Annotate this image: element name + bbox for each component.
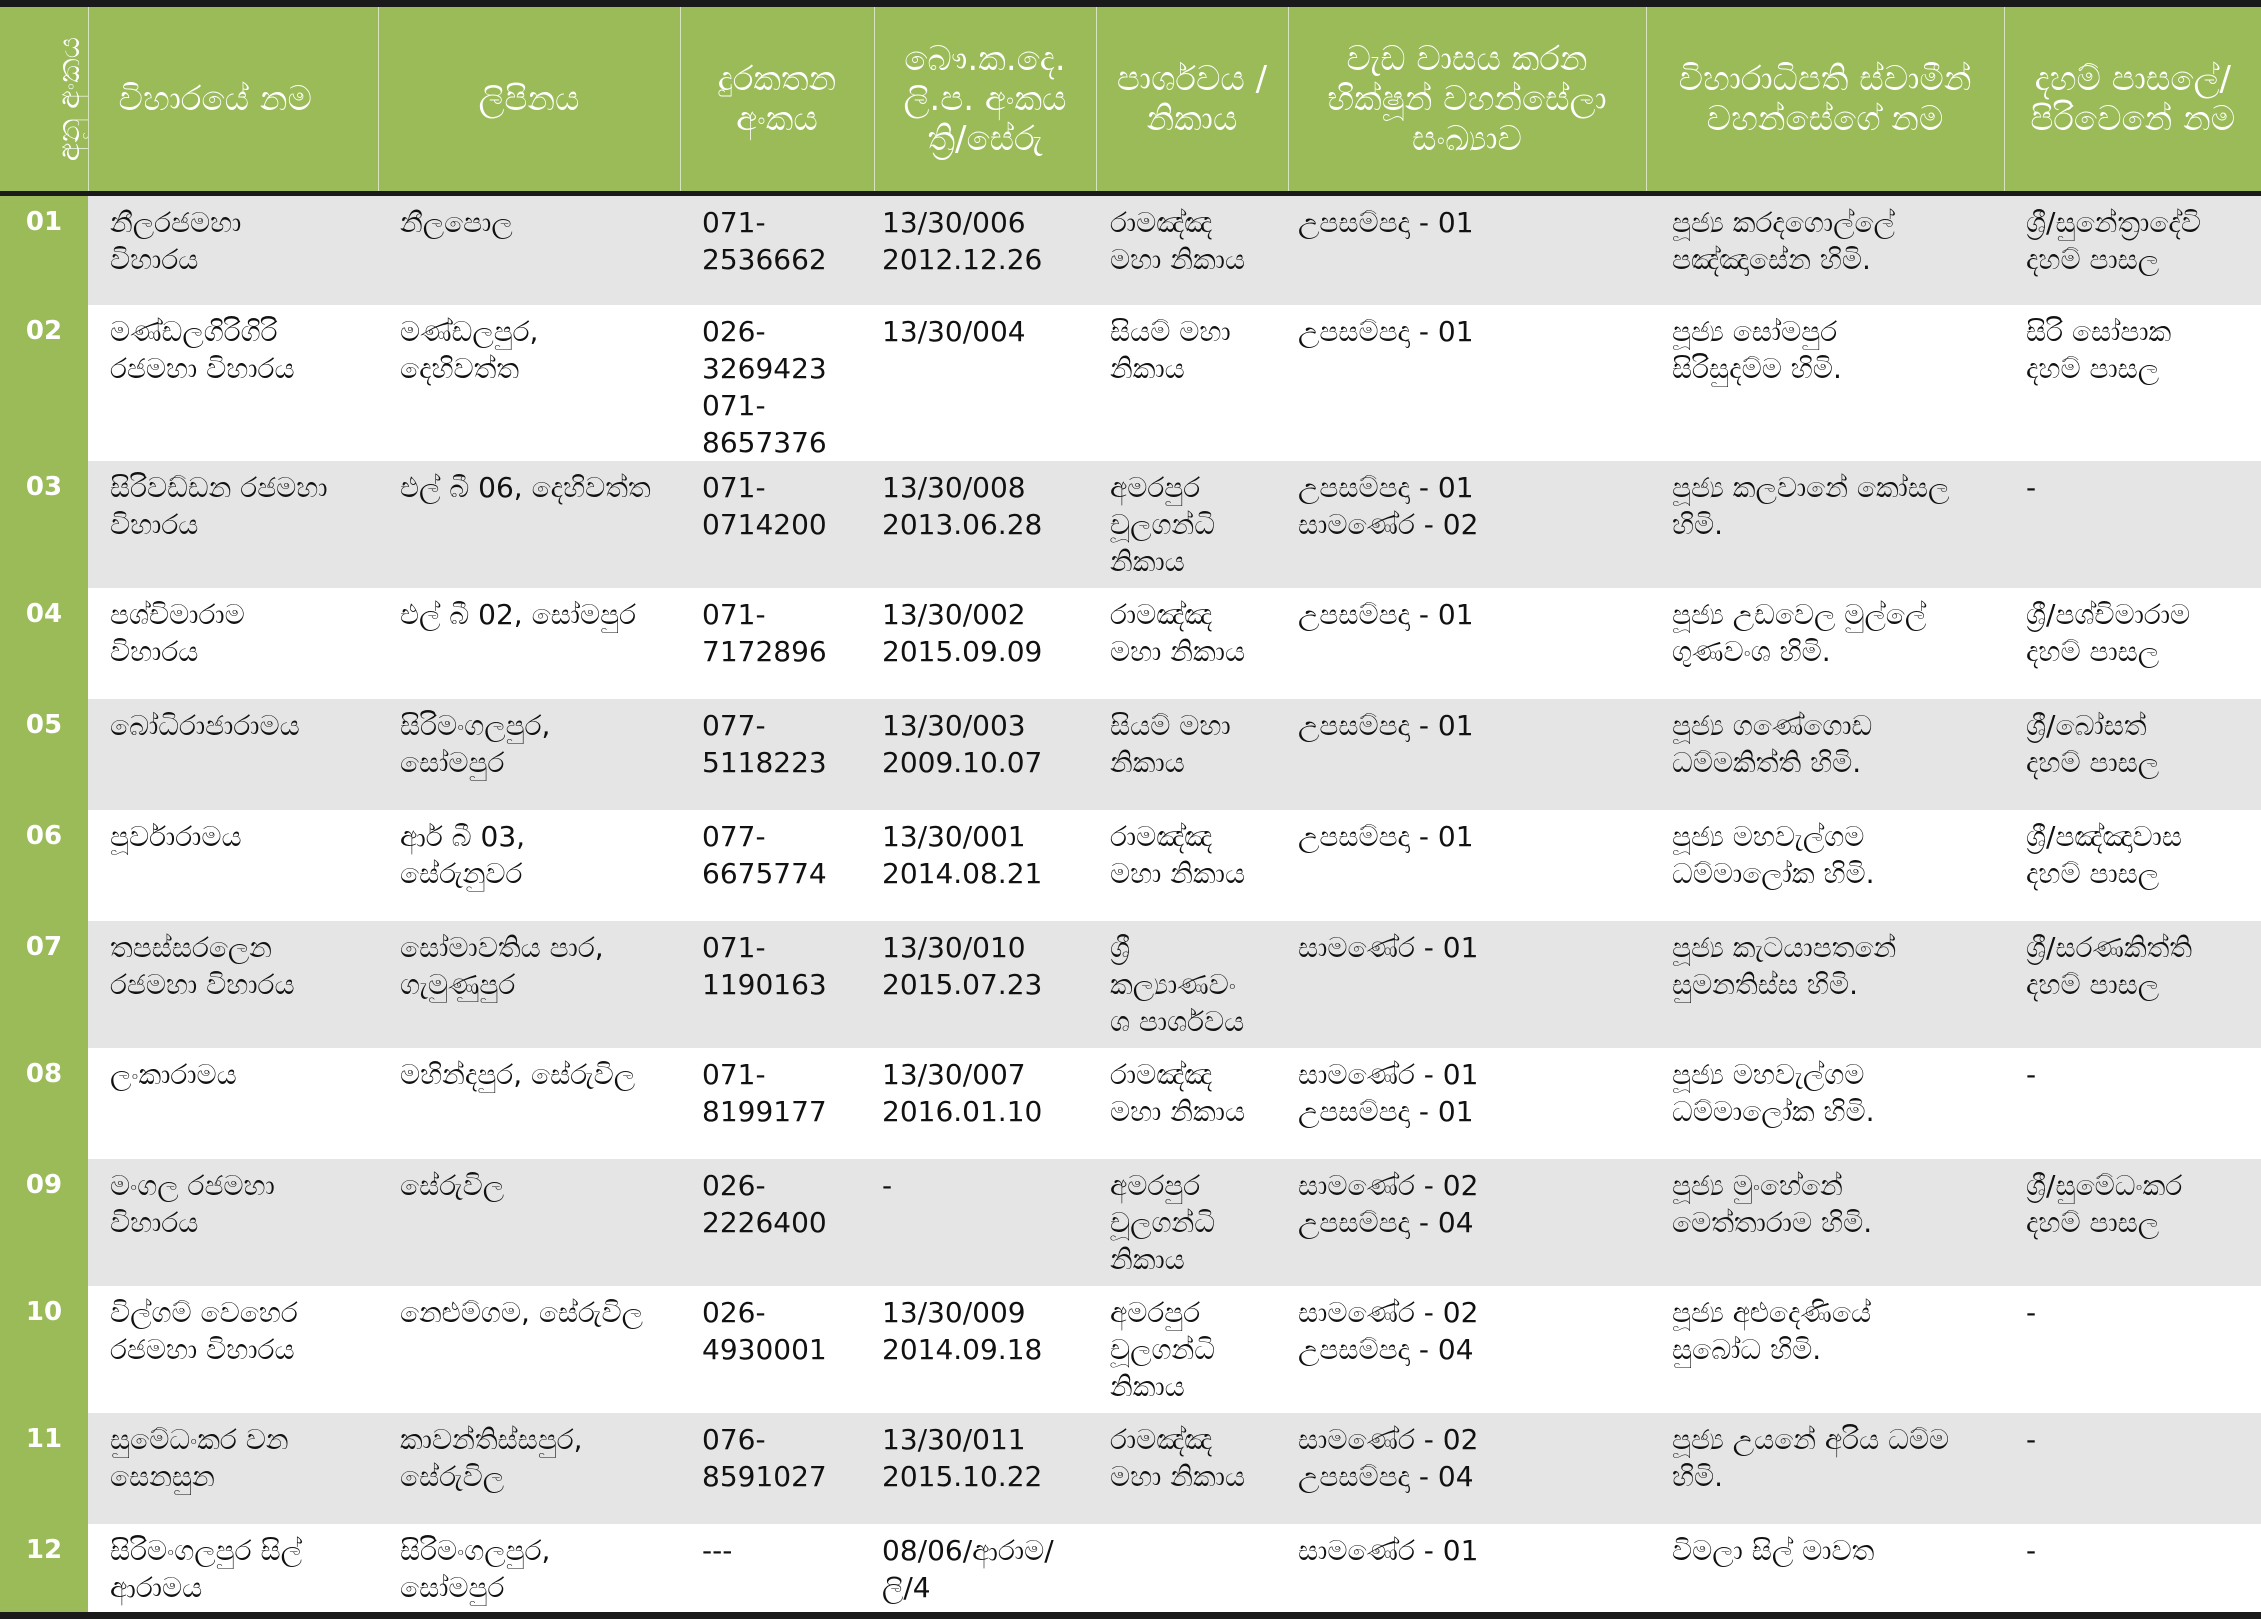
cell-chief-monk: පූජ්‍ය ගණේගොඩ ධම්මකිත්ති හිමි. xyxy=(1646,699,2004,810)
cell-chief-monk: පූජ්‍ය මහවැල්ගම ධම්මාලෝක හිමි. xyxy=(1646,1048,2004,1159)
cell-number: 04 xyxy=(0,588,88,699)
cell-monks-count: සාමණේර - 02 උපසම්පදා - 04 xyxy=(1288,1159,1646,1286)
header-dhamma-school: දහම් පාසලේ/ පිරිවෙනේ නම xyxy=(2004,4,2261,194)
cell-temple-name: සිරිවඩ්ඩන රජමහා විහාරය xyxy=(88,461,378,588)
cell-address: සේරුවිල xyxy=(378,1159,680,1286)
cell-monks-count: උපසම්පදා - 01 xyxy=(1288,699,1646,810)
cell-registration: 13/30/001 2014.08.21 xyxy=(874,810,1096,921)
table-row xyxy=(0,461,2261,588)
cell-temple-name: පූර්වාරාමය xyxy=(88,810,378,921)
cell-number: 11 xyxy=(0,1413,88,1524)
cell-temple-name: ලංකාරාමය xyxy=(88,1048,378,1159)
cell-registration: 13/30/007 2016.01.10 xyxy=(874,1048,1096,1159)
header-nikaya: පාර්ශවය / නිකාය xyxy=(1096,4,1288,194)
cell-phone: 071-2536662 xyxy=(680,194,874,305)
cell-temple-name: සිරිමංගලපුර සිල් ආරාමය xyxy=(88,1524,378,1616)
table-row xyxy=(0,921,2261,1048)
cell-temple-name: විල්ගම් වෙහෙර රජමහා විහාරය xyxy=(88,1286,378,1413)
cell-nikaya: අමරපුර චූලගන්ධි නිකාය xyxy=(1096,1286,1288,1413)
header-phone: දුරකතන අංකය xyxy=(680,4,874,194)
cell-chief-monk: පූජ්‍ය මුංහේනේ මෙත්තාරාම හිමි. xyxy=(1646,1159,2004,1286)
cell-address: කාවන්තිස්සපුර, සේරුවිල xyxy=(378,1413,680,1524)
cell-number: 10 xyxy=(0,1286,88,1413)
cell-registration: 13/30/011 2015.10.22 xyxy=(874,1413,1096,1524)
cell-dhamma-school: ශ්‍රී/සරණකිත්ති දහම් පාසල xyxy=(2004,921,2261,1048)
cell-number: 08 xyxy=(0,1048,88,1159)
table-row xyxy=(0,1524,2261,1616)
cell-monks-count: සාමණේර - 01 xyxy=(1288,1524,1646,1616)
cell-phone: 026-2226400 xyxy=(680,1159,874,1286)
cell-monks-count: උපසම්පදා - 01 සාමණේර - 02 xyxy=(1288,461,1646,588)
cell-nikaya: රාමඤ්ඤ මහා නිකාය xyxy=(1096,588,1288,699)
cell-number: 05 xyxy=(0,699,88,810)
header-chief-monk: විහාරාධිපති ස්වාමීන් වහන්සේගේ නම xyxy=(1646,4,2004,194)
cell-chief-monk: පූජ්‍ය කරදගොල්ලේ පඤ්ඤාසේන හිමි. xyxy=(1646,194,2004,305)
table-header xyxy=(0,4,2261,194)
cell-monks-count: සාමණේර - 01 xyxy=(1288,921,1646,1048)
cell-registration: 13/30/009 2014.09.18 xyxy=(874,1286,1096,1413)
cell-number: 06 xyxy=(0,810,88,921)
cell-address: ආර් බී 03, සේරුනුවර xyxy=(378,810,680,921)
cell-temple-name: නීලරජමහා විහාරය xyxy=(88,194,378,305)
cell-phone: 076-8591027 xyxy=(680,1413,874,1524)
cell-dhamma-school: සිරි සෝපාක දහම් පාසල xyxy=(2004,305,2261,461)
cell-chief-monk: විමලා සිල් මාවත xyxy=(1646,1524,2004,1616)
cell-monks-count: උපසම්පදා - 01 xyxy=(1288,194,1646,305)
cell-temple-name: මංගල රජමහා විහාරය xyxy=(88,1159,378,1286)
cell-address: එල් බී 02, සෝමපුර xyxy=(378,588,680,699)
cell-address: සිරිමංගලපුර, සෝමපුර xyxy=(378,699,680,810)
cell-address: මණ්ඩලපුර, දෙහිවත්ත xyxy=(378,305,680,461)
cell-number: 03 xyxy=(0,461,88,588)
cell-registration: 13/30/010 2015.07.23 xyxy=(874,921,1096,1048)
table-row xyxy=(0,194,2261,305)
cell-phone: 077-5118223 xyxy=(680,699,874,810)
header-number xyxy=(0,4,88,194)
cell-dhamma-school: - xyxy=(2004,461,2261,588)
cell-address: සිරිමංගලපුර, සෝමපුර xyxy=(378,1524,680,1616)
header-number-label: අනු අංකය xyxy=(52,36,88,162)
table-row xyxy=(0,1048,2261,1159)
cell-number: 09 xyxy=(0,1159,88,1286)
cell-registration: 13/30/008 2013.06.28 xyxy=(874,461,1096,588)
cell-nikaya: අමරපුර චූලගන්ධි නිකාය xyxy=(1096,1159,1288,1286)
table-row xyxy=(0,1286,2261,1413)
cell-registration: 13/30/003 2009.10.07 xyxy=(874,699,1096,810)
cell-nikaya: අමරපුර චූලගන්ධි නිකාය xyxy=(1096,461,1288,588)
cell-dhamma-school: ශ්‍රී/සුනේත්‍රාදේවි දහම් පාසල xyxy=(2004,194,2261,305)
table-row xyxy=(0,1159,2261,1286)
cell-number: 12 xyxy=(0,1524,88,1616)
cell-chief-monk: පූජ්‍ය කලවානේ කෝසල හිමි. xyxy=(1646,461,2004,588)
cell-chief-monk: පූජ්‍ය උයනේ අරිය ධම්ම හිමි. xyxy=(1646,1413,2004,1524)
cell-phone: 071-8199177 xyxy=(680,1048,874,1159)
cell-phone: 071-1190163 xyxy=(680,921,874,1048)
cell-nikaya: රාමඤ්ඤ මහා නිකාය xyxy=(1096,1048,1288,1159)
table-row xyxy=(0,305,2261,461)
header-row xyxy=(0,4,2261,194)
table-row xyxy=(0,588,2261,699)
cell-address: එල් බී 06, දෙහිවත්ත xyxy=(378,461,680,588)
cell-dhamma-school: ශ්‍රී/බෝසත් දහම් පාසල xyxy=(2004,699,2261,810)
cell-number: 02 xyxy=(0,305,88,461)
cell-registration: 13/30/006 2012.12.26 xyxy=(874,194,1096,305)
cell-nikaya xyxy=(1096,1524,1288,1616)
cell-nikaya: රාමඤ්ඤ මහා නිකාය xyxy=(1096,1413,1288,1524)
cell-chief-monk: පූජ්‍ය සෝමපුර සිරිසුදම්ම හිමි. xyxy=(1646,305,2004,461)
cell-nikaya: ශ්‍රී කල්‍යාණවං ශ පාර්ශවය xyxy=(1096,921,1288,1048)
cell-monks-count: උපසම්පදා - 01 xyxy=(1288,305,1646,461)
cell-chief-monk: පූජ්‍ය අළුදෙණියේ සුබෝධ හිමි. xyxy=(1646,1286,2004,1413)
header-monks-count: වැඩ වාසය කරන භික්ෂූන් වහන්සේලා සංඛ්‍යාව xyxy=(1288,4,1646,194)
cell-registration: 13/30/004 xyxy=(874,305,1096,461)
cell-address: නෙළුම්ගම, සේරුවිල xyxy=(378,1286,680,1413)
cell-phone: --- xyxy=(680,1524,874,1616)
cell-chief-monk: පූජ්‍ය මහවැල්ගම ධම්මාලෝක හිමි. xyxy=(1646,810,2004,921)
cell-monks-count: උපසම්පදා - 01 xyxy=(1288,588,1646,699)
cell-phone: 071-0714200 xyxy=(680,461,874,588)
cell-chief-monk: පූජ්‍ය උඩවෙල මුල්ලේ ගුණවංශ හිමි. xyxy=(1646,588,2004,699)
header-temple-name: විහාරයේ නම xyxy=(88,4,378,194)
table-row xyxy=(0,810,2261,921)
table-row xyxy=(0,699,2261,810)
cell-address: මහින්දපුර, සේරුවිල xyxy=(378,1048,680,1159)
cell-phone: 077-6675774 xyxy=(680,810,874,921)
cell-temple-name: පශ්චිමාරාම විහාරය xyxy=(88,588,378,699)
cell-temple-name: මණ්ඩලගිරිගිරි රජමහා විහාරය xyxy=(88,305,378,461)
cell-dhamma-school: - xyxy=(2004,1286,2261,1413)
cell-dhamma-school: - xyxy=(2004,1048,2261,1159)
cell-phone: 026-3269423 071-8657376 xyxy=(680,305,874,461)
cell-number: 07 xyxy=(0,921,88,1048)
cell-phone: 026-4930001 xyxy=(680,1286,874,1413)
cell-dhamma-school: - xyxy=(2004,1413,2261,1524)
cell-number: 01 xyxy=(0,194,88,305)
cell-dhamma-school: ශ්‍රී/සුමේධංකර දහම් පාසල xyxy=(2004,1159,2261,1286)
cell-phone: 071-7172896 xyxy=(680,588,874,699)
cell-dhamma-school: - xyxy=(2004,1524,2261,1616)
cell-registration: - xyxy=(874,1159,1096,1286)
cell-temple-name: සුමේධංකර වන සෙනසුන xyxy=(88,1413,378,1524)
cell-temple-name: තපස්සරලෙන රජමහා විහාරය xyxy=(88,921,378,1048)
header-registration: බෞ.ක.දෙ. ලි.ප. අංකය ත්‍රි/සේරු xyxy=(874,4,1096,194)
cell-address: සෝමාවතිය පාර, ගැමුණුපුර xyxy=(378,921,680,1048)
cell-dhamma-school: ශ්‍රී/පඤ්ඤාවාස දහම් පාසල xyxy=(2004,810,2261,921)
header-address: ලිපිනය xyxy=(378,4,680,194)
cell-nikaya: රාමඤ්ඤ මහා නිකාය xyxy=(1096,194,1288,305)
cell-nikaya: සියම් මහා නිකාය xyxy=(1096,305,1288,461)
cell-monks-count: උපසම්පදා - 01 xyxy=(1288,810,1646,921)
table-body xyxy=(0,194,2261,1616)
cell-nikaya: රාමඤ්ඤ මහා නිකාය xyxy=(1096,810,1288,921)
cell-chief-monk: පූජ්‍ය කැටයාපතනේ සුමනතිස්ස හිමි. xyxy=(1646,921,2004,1048)
cell-registration: 08/06/ආරාම/ ලි/4 xyxy=(874,1524,1096,1616)
table-row xyxy=(0,1413,2261,1524)
cell-nikaya: සියම් මහා නිකාය xyxy=(1096,699,1288,810)
cell-registration: 13/30/002 2015.09.09 xyxy=(874,588,1096,699)
cell-monks-count: සාමණේර - 02 උපසම්පදා - 04 xyxy=(1288,1286,1646,1413)
cell-dhamma-school: ශ්‍රී/පශ්චිමාරාම දහම් පාසල xyxy=(2004,588,2261,699)
cell-address: නීලපොල xyxy=(378,194,680,305)
cell-monks-count: සාමණේර - 02 උපසම්පදා - 04 xyxy=(1288,1413,1646,1524)
cell-temple-name: බෝධිරාජාරාමය xyxy=(88,699,378,810)
cell-monks-count: සාමණේර - 01 උපසම්පදා - 01 xyxy=(1288,1048,1646,1159)
